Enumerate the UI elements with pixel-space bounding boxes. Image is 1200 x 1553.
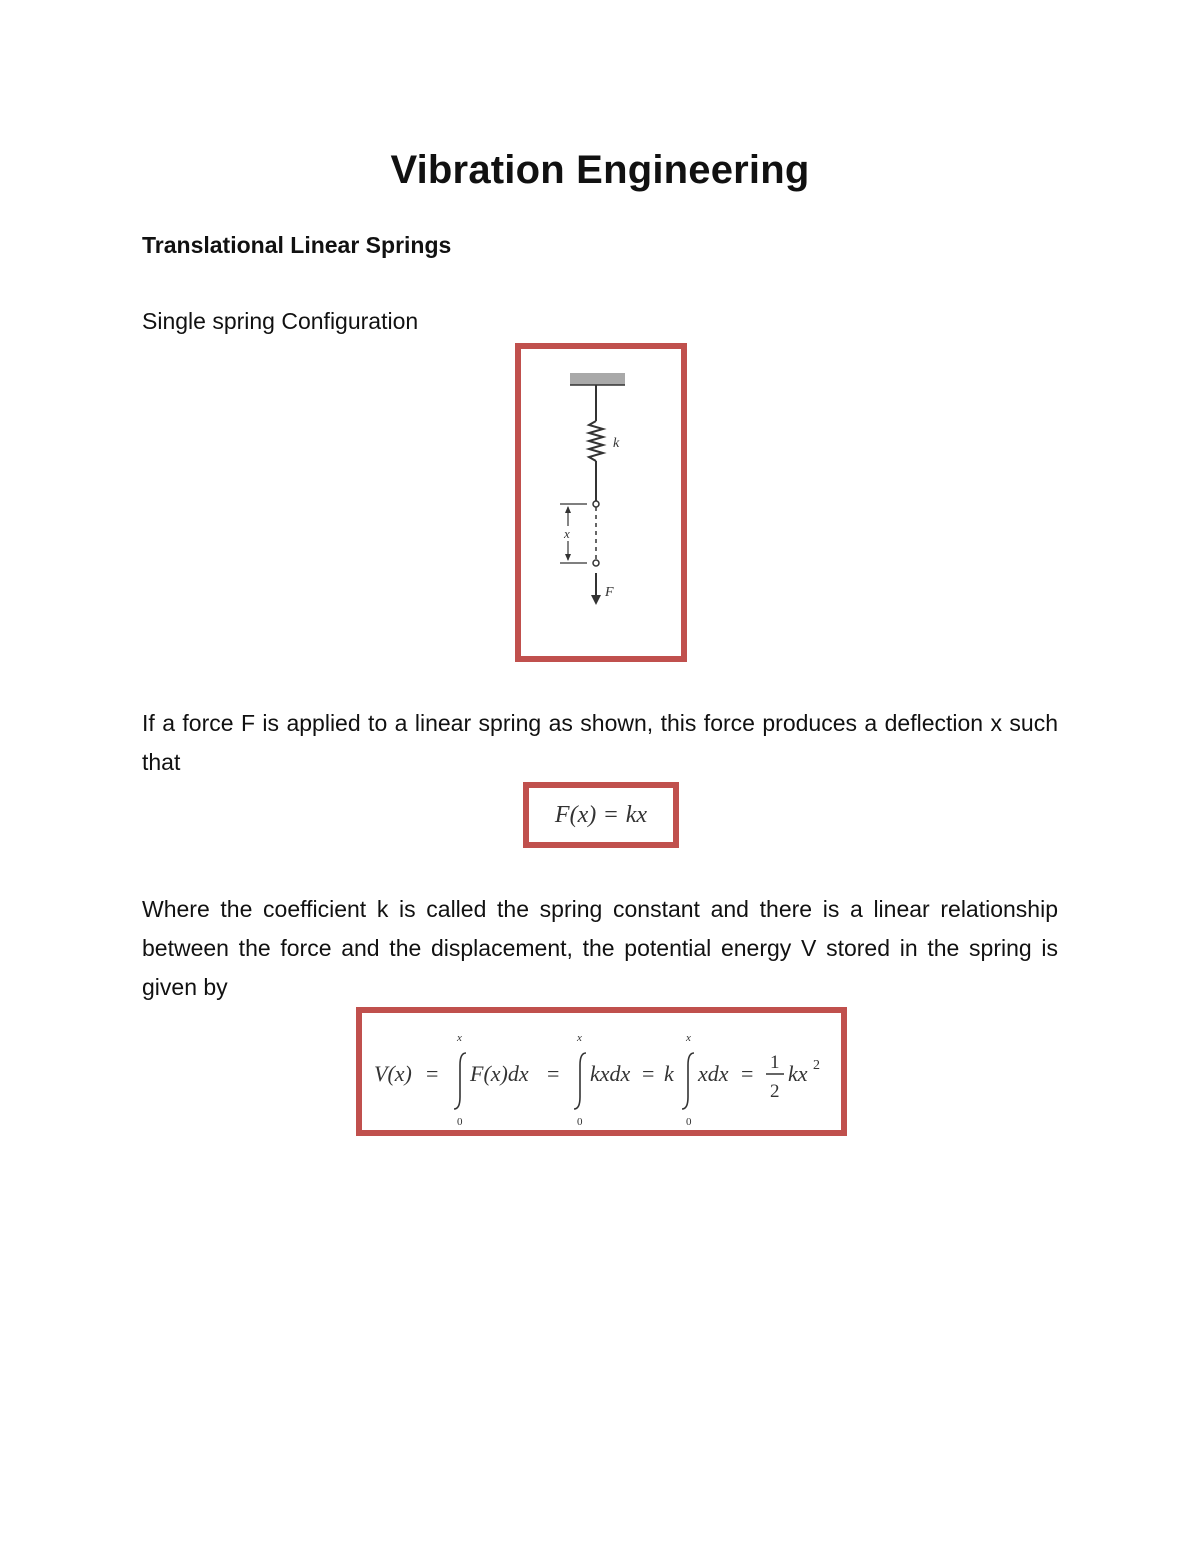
potential-energy-equation: [362, 1013, 841, 1130]
dimension-arrow-up: [565, 506, 571, 513]
eq2-lhs: V(x): [374, 1061, 412, 1086]
eq1-rhs: kx: [625, 801, 648, 828]
fraction-denominator: 2: [770, 1081, 780, 1102]
eq2-equals-1: =: [426, 1061, 439, 1086]
paragraph-force: If a force F is applied to a linear spring as shown, this force produces a deflection x such that: [142, 710, 1058, 775]
fraction-numerator: 1: [770, 1052, 780, 1073]
bottom-node: [593, 560, 599, 566]
paragraph-energy: Where the coefficient k is called the spring constant and there is a linear relationship between the force and the displacement, the potential energy V stored in the spring is given by: [142, 896, 1058, 1000]
section-heading: Translational Linear Springs: [142, 232, 452, 258]
dimension-arrow-down: [565, 554, 571, 561]
eq2-term3: xdx: [698, 1061, 729, 1086]
eq2-equals-4: =: [741, 1061, 754, 1086]
eq2-term2: kxdx: [590, 1061, 631, 1086]
int1-upper-limit: x: [457, 1032, 462, 1044]
eq1-lhs: F(x): [554, 801, 597, 828]
eq1-equals: =: [604, 801, 618, 828]
int3-lower-limit: 0: [686, 1116, 692, 1128]
spring-figure-frame: [515, 343, 687, 662]
spring-constant-label: k: [613, 436, 620, 451]
page-title: Vibration Engineering: [390, 148, 810, 192]
force-law-equation: [529, 788, 673, 842]
eq2-term1: F(x)dx: [470, 1061, 529, 1086]
eq2-k-factor: k: [664, 1061, 674, 1086]
int2-lower-limit: 0: [577, 1116, 583, 1128]
spring-diagram: [521, 349, 681, 656]
force-law-equation-frame: [523, 782, 679, 848]
eq2-exponent: 2: [813, 1058, 820, 1073]
int3-upper-limit: x: [686, 1032, 691, 1044]
spring-coil: [589, 421, 603, 461]
integral-sign-3: [682, 1053, 694, 1109]
int2-upper-limit: x: [577, 1032, 582, 1044]
int1-lower-limit: 0: [457, 1116, 463, 1128]
deflection-label: x: [564, 526, 570, 541]
potential-energy-equation-frame: [356, 1007, 847, 1136]
eq2-result: kx: [788, 1061, 808, 1086]
force-arrow-head: [591, 595, 601, 605]
integral-sign-2: [574, 1053, 586, 1109]
figure-label: Single spring Configuration: [142, 308, 419, 334]
ceiling-support: [570, 373, 625, 385]
force-label: F: [605, 585, 614, 600]
eq2-equals-2: =: [547, 1061, 560, 1086]
top-node: [593, 501, 599, 507]
integral-sign-1: [454, 1053, 466, 1109]
eq2-equals-3: =: [642, 1061, 655, 1086]
